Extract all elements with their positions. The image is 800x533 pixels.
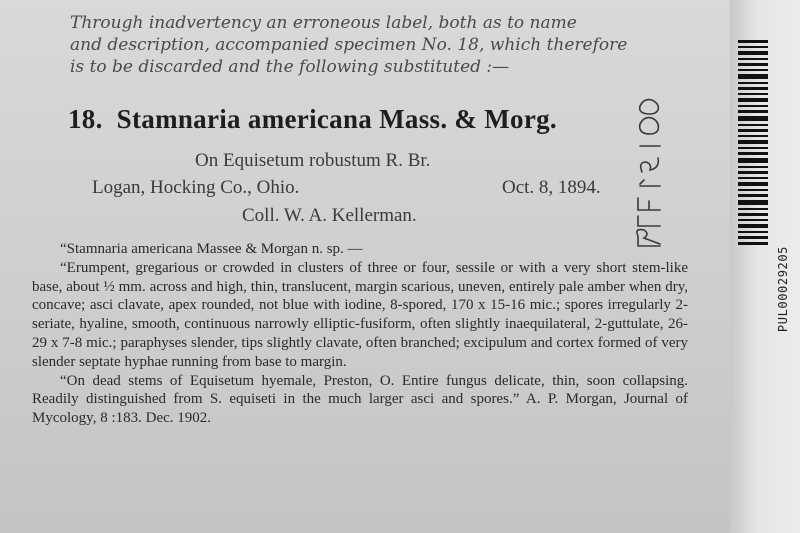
collection-date: Oct. 8, 1894. [502, 177, 601, 198]
description-body: “Erumpent, gregarious or crowded in clusters of three or four, sessile or with a very short stem-like base, about ½ mm. across and high, thin, translucent, margin scarious, uneven, entirely pale amber when dry, concave; asci clavate, apex rounded, not blue with iodine, 8-spored, 170 x 15-16 mic.; spores irregularly 2-seriate, hyaline, smooth, continuous narrowly elliptic-fusiform, often slightly inaequilateral, 2-guttulate, 26-29 x 7-8 mic.; paraphyses slender, tips slightly clavate, often branched; excipulum and cortex formed of very slender septate hyphae running from base to margin. [32, 259, 688, 370]
locality-line: Logan, Hocking Co., Ohio. [92, 177, 300, 198]
description-title: “Stamnaria americana Massee & Morgan n. sp. — [60, 241, 363, 257]
erratum-line-3: is to be discarded and the following substituted :— [70, 57, 510, 77]
handwritten-annotation-ink [637, 100, 660, 246]
handwritten-annotation [630, 98, 670, 248]
host-line: On Equisetum robustum R. Br. [195, 150, 431, 171]
collector-line: Coll. W. A. Kellerman. [242, 205, 417, 226]
specimen-number: 18. [68, 104, 103, 134]
description-citation: “On dead stems of Equisetum hyemale, Preston, O. Entire fungus delicate, thin, soon collapsing. Readily distinguished from S. equiseti in the much larger asci and spores.” A. P. Morgan, Journal of Mycology, 8 :183. Dec. 1902. [32, 372, 688, 427]
erratum-note [70, 12, 710, 78]
specimen-heading [68, 104, 668, 135]
barcode-icon [738, 40, 768, 245]
specimen-name: Stamnaria americana Mass. & Morg. [116, 104, 557, 134]
barcode-number: PUL00029205 [776, 246, 790, 333]
species-description [32, 240, 688, 428]
erratum-line-1: Through inadvertency an erroneous label, both as to name [70, 13, 577, 33]
erratum-line-2: and description, accompanied specimen No. 18, which therefore [70, 35, 628, 55]
